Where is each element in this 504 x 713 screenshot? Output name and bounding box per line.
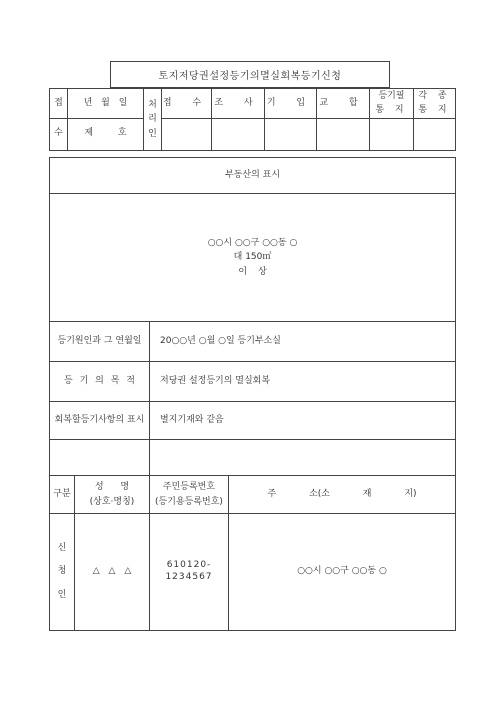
col-registration-number: 주민등록번호 (등기용등록번호) [150,476,229,514]
cell-various-notice-empty [414,118,456,150]
col-name: 성 명 (상호·명칭) [75,476,150,514]
applicant-name: △ △ △ [75,514,150,631]
property-area: 대 150㎡ [233,252,272,263]
col-entry: 기 입 [265,89,317,119]
applicant-reg-number: 610120-1234567 [150,514,229,631]
reception-label-bottom: 수 [50,118,68,150]
form-title: 토지저당권설정등기의멸실회복등기신청 [110,61,390,88]
col-investigation: 조 사 [212,89,265,119]
label-restore-items: 회복할등기사항의 표시 [50,402,150,440]
property-end: 이 상 [238,266,267,277]
cell-reception-empty [162,118,212,150]
reception-label-top: 접 [50,89,68,119]
property-description [50,194,456,322]
processor-label: 처 리 인 [144,89,162,151]
value-restore-items: 별지기재와 같음 [150,402,456,440]
property-section-header: 부동산의 표시 [50,158,456,194]
col-various-notice: 각 종 통 지 [414,89,456,119]
reception-number-label: 제 호 [68,118,144,150]
col-address: 주 소(소 재 지) [229,476,456,514]
col-division: 구분 [50,476,75,514]
empty-label-cell [50,440,150,476]
applicant-address: ○○시 ○○구 ○○동 ○ [229,514,456,631]
applicant-label: 신 청 인 [50,514,75,631]
value-registration-cause: 20○○년 ○월 ○일 등기부소실 [150,322,456,362]
label-registration-cause: 등기원인과 그 연월일 [50,322,150,362]
col-reception: 접 수 [162,89,212,119]
value-registration-purpose: 저당권 설정등기의 멸실회복 [150,362,456,402]
col-registration-notice: 등기필 통 지 [370,89,414,119]
property-address: ○○시 ○○구 ○○동 ○ [207,237,298,248]
empty-value-cell [150,440,456,476]
cell-registration-notice-empty [370,118,414,150]
label-registration-purpose: 등 기 의 목 적 [50,362,150,402]
cell-investigation-empty [212,118,265,150]
reception-table [49,88,456,151]
cell-collation-empty [317,118,370,150]
col-collation: 교 합 [317,89,370,119]
reception-date-label: 년 월 일 [68,89,144,119]
cell-entry-empty [265,118,317,150]
main-table [49,157,456,631]
